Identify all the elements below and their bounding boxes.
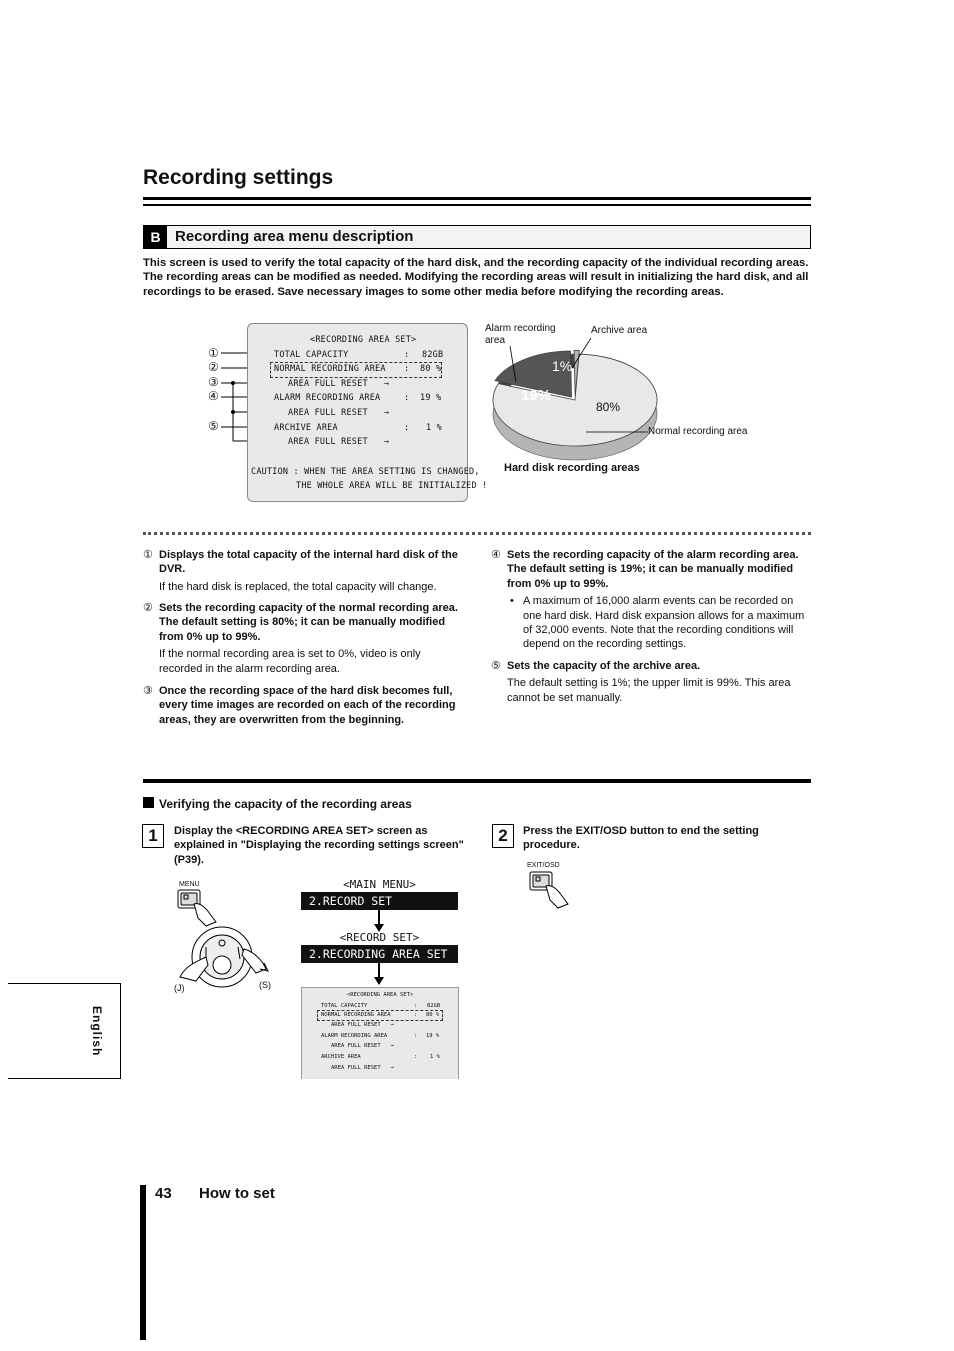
jog-label-j: (J): [174, 983, 185, 993]
footer-bar: [140, 1185, 146, 1340]
label-alarm: [485, 323, 556, 347]
item-heading: Displays the total capacity of the internal hard disk of the DVR.: [159, 549, 458, 576]
label-archive: Archive area: [591, 325, 648, 336]
row-normal-area: NORMAL RECORDING AREA: [274, 364, 386, 374]
row-value: 80 %: [420, 364, 442, 374]
item-3: [143, 684, 463, 727]
language-tab: [8, 983, 121, 1079]
step-2-text: Press the EXIT/OSD button to end the setting procedure.: [523, 825, 759, 852]
language-tab-label: English: [90, 1006, 104, 1057]
row-archive-area: ARCHIVE AREA: [321, 1054, 361, 1060]
screen-header: <RECORDING AREA SET>: [347, 992, 414, 998]
page-title: Recording settings: [143, 166, 334, 189]
jog-label-s: (S): [259, 980, 271, 990]
item-number: ④: [491, 549, 501, 561]
row-sep: :: [404, 393, 410, 403]
row-area-full-reset: AREA FULL RESET →: [331, 1022, 394, 1028]
row-alarm-area: ALARM RECORDING AREA: [321, 1033, 388, 1039]
row-value: 19 %: [420, 393, 442, 403]
item-detail: The default setting is 1%; the upper limit is 99%. This area cannot be set manually.: [507, 677, 791, 704]
item-4: [491, 548, 811, 652]
label-normal: Normal recording area: [648, 426, 748, 437]
item-detail: If the normal recording area is set to 0%, video is only recorded in the alarm recording area.: [159, 648, 421, 675]
recording-area-set-screen: [247, 323, 488, 502]
item-heading: Sets the capacity of the archive area.: [507, 660, 701, 672]
recording-area-set-screen-small: [301, 987, 459, 1079]
title-rule: [143, 197, 811, 200]
row-sep: :: [404, 423, 410, 433]
row-area-full-reset: AREA FULL RESET →: [288, 437, 390, 447]
intro-paragraph: This screen is used to verify the total capacity of the hard disk, and the recording capacity of the individual recording areas. The recording areas can be modified as needed. Modifying the recording areas will result in initializing the hard disk, and all recordings to be erased. Save necessary images to some other media before modifying the recording areas.: [143, 257, 809, 298]
pct-alarm: 19%: [521, 387, 552, 404]
item-1: [143, 548, 463, 594]
menu-label: MENU: [179, 881, 200, 888]
item-number: ③: [143, 685, 153, 697]
main-menu-title: <MAIN MENU>: [343, 878, 416, 891]
row-alarm-area: ALARM RECORDING AREA: [274, 393, 381, 403]
section-badge: B: [144, 226, 167, 248]
row-total-capacity: TOTAL CAPACITY: [321, 1003, 368, 1009]
caution-line-2: THE WHOLE AREA WILL BE INITIALIZED !: [296, 481, 488, 491]
pct-normal: 80%: [596, 400, 621, 414]
label-alarm-line1: Alarm recording: [485, 323, 556, 334]
row-value: 82GB: [422, 350, 444, 360]
callout-2: ②: [208, 360, 219, 374]
row-area-full-reset: AREA FULL RESET →: [331, 1065, 394, 1071]
item-number: ①: [143, 549, 153, 561]
row-value: 80 %: [426, 1012, 440, 1018]
pct-archive: 1%: [552, 358, 573, 374]
title-rule-thin: [143, 204, 811, 206]
item-2: [143, 601, 463, 676]
heading-square: [143, 797, 154, 808]
section-rule: [143, 779, 811, 783]
row-sep: :: [414, 1012, 418, 1018]
menu-item-recording-area-set[interactable]: 2.RECORDING AREA SET: [301, 945, 458, 963]
row-sep: :: [404, 350, 410, 360]
section-header: [143, 225, 811, 249]
item-number: ②: [143, 602, 153, 614]
pie-caption: Hard disk recording areas: [504, 462, 640, 474]
step-1-text: Display the <RECORDING AREA SET> screen as explained in "Displaying the recording settings screen" (P39).: [174, 825, 464, 866]
exit-osd-label: EXIT/OSD: [527, 862, 560, 869]
record-set-title: <RECORD SET>: [339, 931, 420, 944]
footer-section: How to set: [199, 1185, 275, 1202]
section-title: Recording area menu description: [175, 228, 414, 245]
verify-heading: Verifying the capacity of the recording areas: [159, 797, 412, 811]
step-2-badge: 2: [492, 824, 514, 848]
row-sep: :: [404, 364, 410, 374]
row-sep: :: [414, 1054, 418, 1060]
arrow-down-icon: [372, 963, 386, 987]
item-detail: If the hard disk is replaced, the total capacity will change.: [159, 580, 437, 593]
item-heading: Once the recording space of the hard disk becomes full, every time images are recorded on each of the recording areas, they are overwritten from the beginning.: [159, 685, 456, 726]
callout-4: ④: [208, 389, 219, 403]
row-area-full-reset: AREA FULL RESET →: [331, 1043, 394, 1049]
callout-1: ①: [208, 346, 219, 360]
item-heading: Sets the recording capacity of the alarm recording area. The default setting is 19%; it can be manually modified from 0% up to 99%.: [507, 549, 799, 590]
label-alarm-line2: area: [485, 335, 506, 346]
page-number: 43: [155, 1185, 172, 1202]
row-value: 1 %: [426, 423, 442, 433]
row-area-full-reset: AREA FULL RESET →: [288, 408, 390, 418]
row-area-full-reset: AREA FULL RESET →: [288, 379, 390, 389]
dotted-divider: [143, 532, 811, 535]
item-detail: A maximum of 16,000 alarm events can be recorded on one hard disk. Hard disk expansion allows for a maximum of 32,000 events. Note that the recording conditions will depend on the recording settings.: [523, 595, 805, 651]
callout-3: ③: [208, 375, 219, 389]
step-1-badge: 1: [142, 824, 164, 848]
menu-item-record-set[interactable]: 2.RECORD SET: [301, 892, 458, 910]
row-sep: :: [414, 1003, 418, 1009]
caution-line-1: CAUTION : WHEN THE AREA SETTING IS CHANGED,: [251, 467, 480, 477]
row-normal-area: NORMAL RECORDING AREA: [321, 1012, 391, 1018]
row-sep: :: [414, 1033, 418, 1039]
row-value: 1 %: [430, 1054, 440, 1060]
exit-osd-button-icon[interactable]: [528, 870, 578, 910]
row-value: 82GB: [427, 1003, 441, 1009]
row-total-capacity: TOTAL CAPACITY: [274, 350, 349, 360]
item-5: [491, 659, 811, 705]
menu-button-icon[interactable]: [176, 888, 226, 928]
screen-header: <RECORDING AREA SET>: [310, 335, 417, 345]
item-number: ⑤: [491, 660, 501, 672]
item-heading: Sets the recording capacity of the normal recording area. The default setting is 80%; it can be manually modified from 0% up to 99%.: [159, 602, 458, 643]
row-archive-area: ARCHIVE AREA: [274, 423, 338, 433]
callout-5: ⑤: [208, 419, 219, 433]
item-bullet: • A maximum of 16,000 alarm events can be recorded on one hard disk. Hard disk expansion allows for a maximum of 32,000 events. Note that the recording conditions will depend on the recording settings.: [510, 595, 805, 651]
row-value: 19 %: [426, 1033, 440, 1039]
